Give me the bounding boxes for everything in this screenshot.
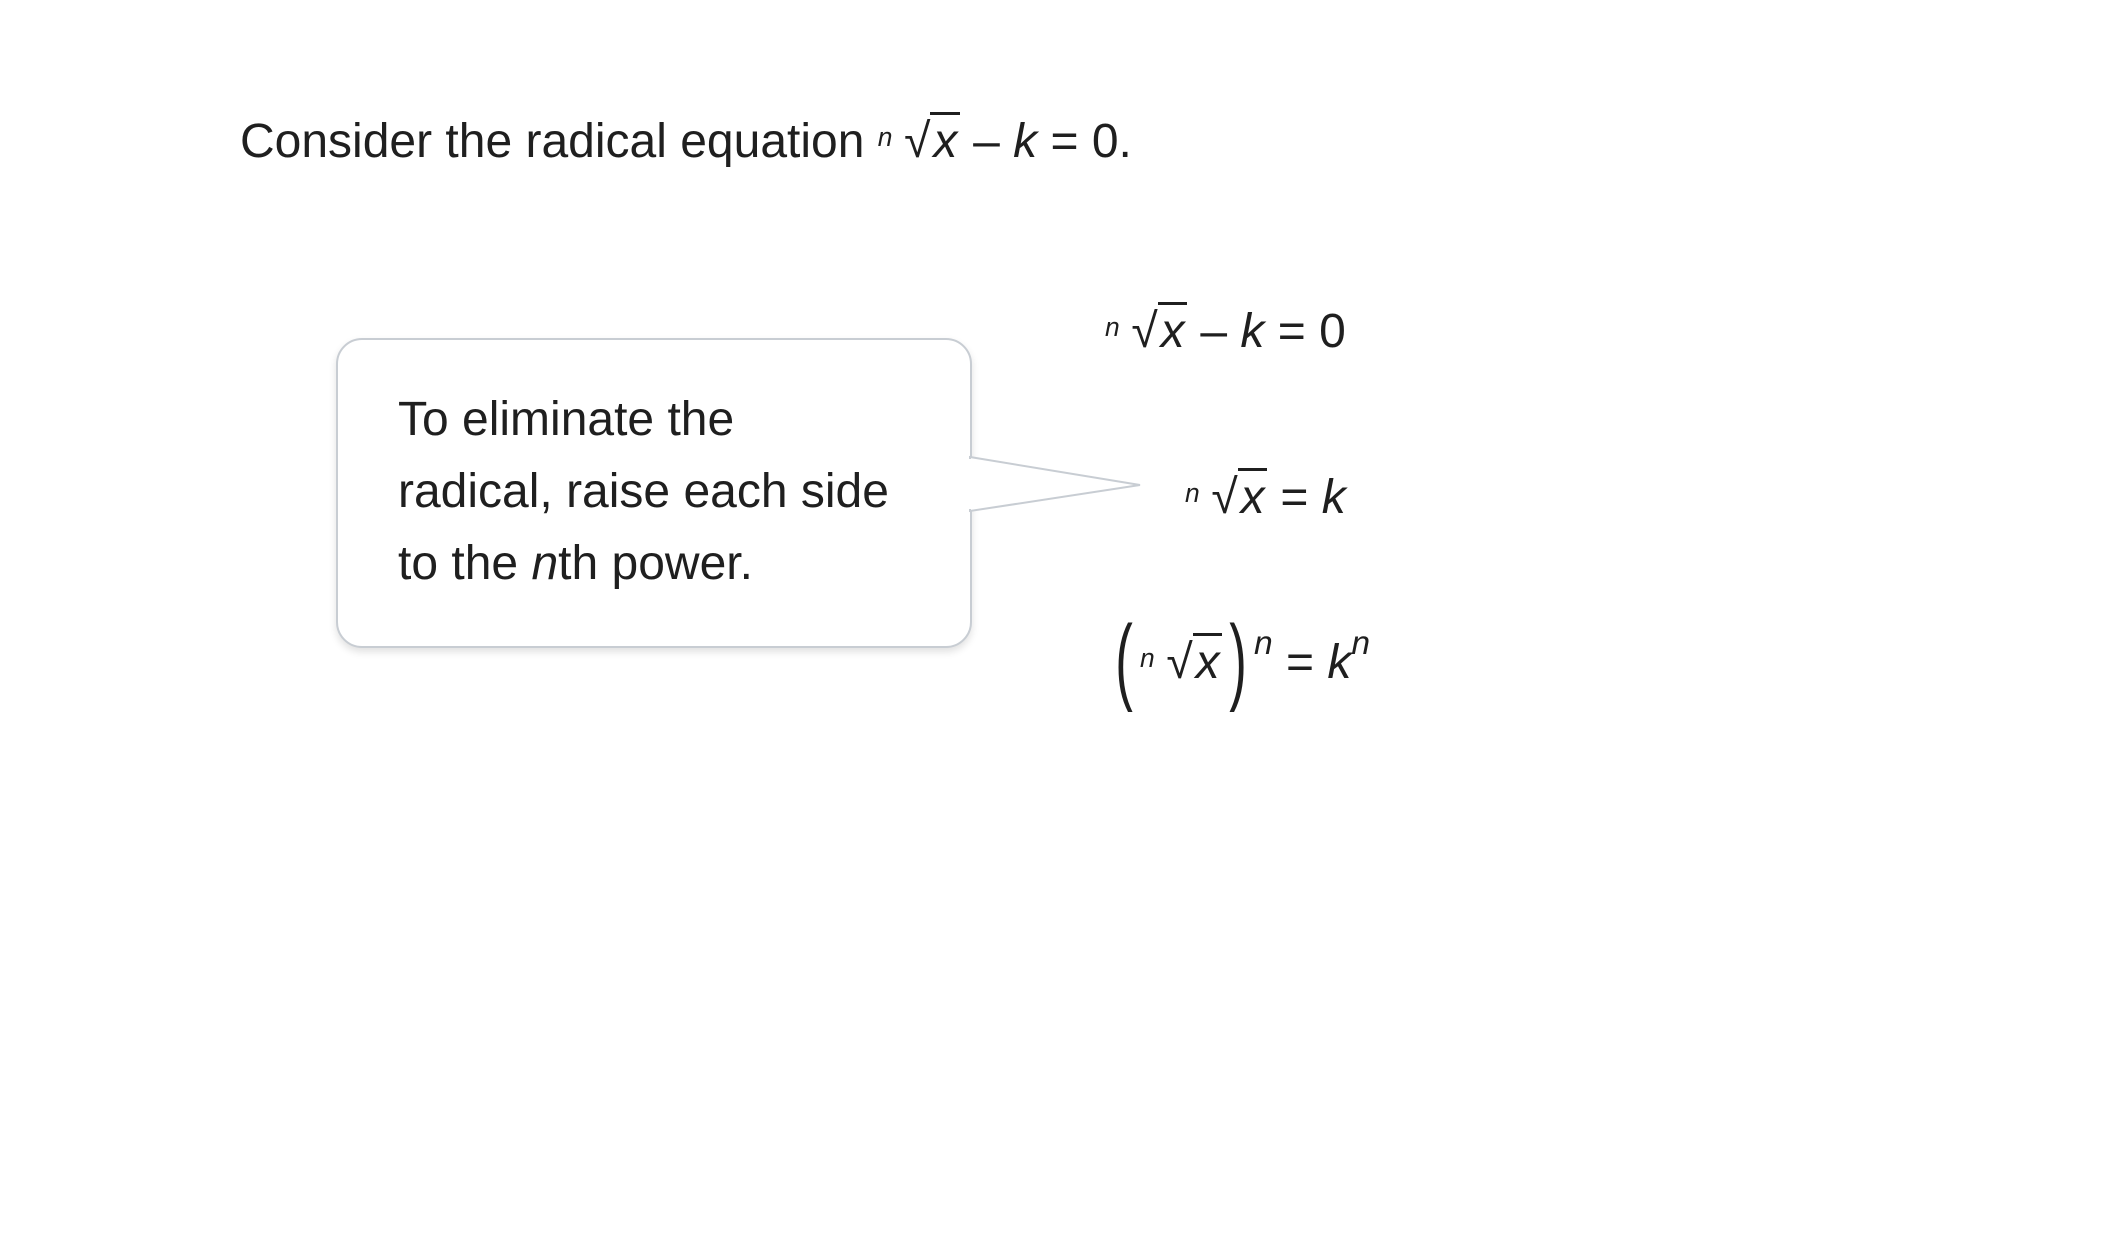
step-1-var-k: k <box>1240 305 1265 358</box>
callout-pointer-icon <box>970 455 1140 513</box>
step-3-var-k: k <box>1327 636 1352 689</box>
intro-radical <box>878 112 960 172</box>
callout-line-3 <box>398 528 938 600</box>
step-1-radical-index: n <box>1105 312 1120 343</box>
step-2-equals: = <box>1267 471 1322 524</box>
step-3-equals: = <box>1272 636 1328 689</box>
callout-text <box>398 384 938 600</box>
right-paren-icon: ) <box>1229 606 1247 713</box>
step-2-radical-index: n <box>1185 478 1200 509</box>
step-2-radical <box>1185 468 1267 528</box>
radicand: x <box>930 112 959 168</box>
callout-line-2: radical, raise each side <box>398 465 889 518</box>
step-1-minus: – <box>1187 305 1241 358</box>
intro-sentence <box>240 112 1132 172</box>
callout-line-3-start: to the <box>398 537 532 590</box>
intro-minus: – <box>959 115 1014 168</box>
step-1-rhs: = 0 <box>1264 305 1346 358</box>
step-3-power: n <box>1253 625 1273 663</box>
equation-step-3 <box>1108 606 1371 713</box>
callout-line-3-end: th power. <box>558 537 753 590</box>
step-3-radical <box>1140 633 1222 693</box>
callout-box <box>336 338 972 648</box>
step-3-radicand: x <box>1193 633 1222 689</box>
step-1-radicand: x <box>1158 302 1187 358</box>
radical-sign-icon: √ <box>1166 636 1193 689</box>
intro-var-k: k <box>1013 115 1038 168</box>
left-paren-icon: ( <box>1115 606 1133 713</box>
step-3-radical-index: n <box>1139 643 1155 674</box>
radical-sign-icon: √ <box>1211 471 1238 524</box>
step-2-radicand: x <box>1238 468 1267 524</box>
intro-text: Consider the radical equation <box>240 115 865 168</box>
radical-sign-icon: √ <box>1131 305 1158 358</box>
radical-sign-icon: √ <box>904 115 931 168</box>
equation-step-1 <box>1105 302 1346 362</box>
step-2-var-k: k <box>1321 471 1346 524</box>
equation-step-2 <box>1185 468 1346 528</box>
callout-line-1: To eliminate the <box>398 393 735 446</box>
step-1-radical <box>1105 302 1187 362</box>
intro-equals: = 0. <box>1037 115 1132 168</box>
radical-index: n <box>877 122 893 153</box>
callout-line-3-var: n <box>531 537 559 590</box>
step-3-var-power: n <box>1351 625 1371 663</box>
